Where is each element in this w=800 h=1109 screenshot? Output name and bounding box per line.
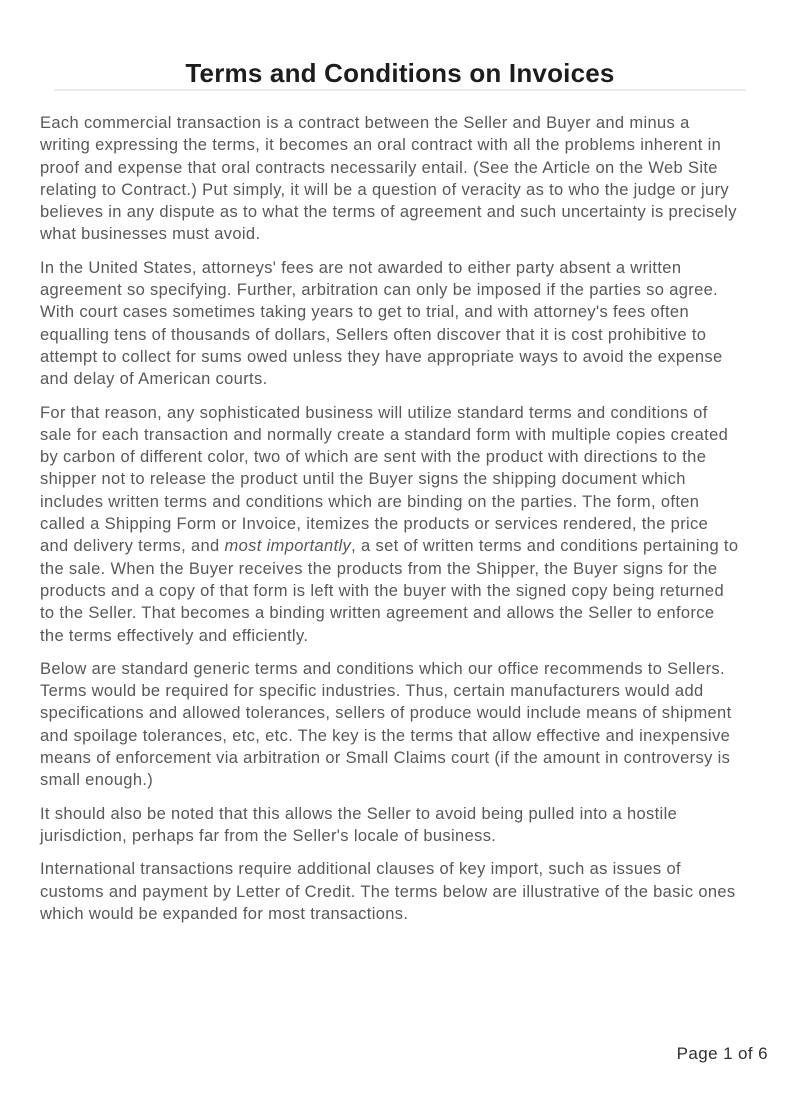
emphasis-text: most importantly: [224, 537, 352, 556]
paragraph-3: [40, 402, 740, 647]
paragraph-1: [40, 112, 740, 246]
paragraph-text: It should also be noted that this allows the Seller to avoid being pulled into a hostile jurisdiction, perhaps far from the Seller's locale of business.: [40, 804, 678, 845]
paragraph-2: [40, 257, 740, 391]
paragraph-text: Each commercial transaction is a contract between the Seller and Buyer and minus a writing expressing the terms, it becomes an oral contract with all the problems inherent in proof and expense that oral contracts necessarily entail. (See the Article on the Web Site relating to Contract.) Put simply, it will be a question of veracity as to who the judge or jury believes in any dispute as to what the terms of agreement and such uncertainty is precisely what businesses must avoid.: [40, 114, 737, 244]
page-title: Terms and Conditions on Invoices: [185, 58, 615, 89]
title-divider: [54, 89, 746, 91]
paragraph-text: , a set of written terms and conditions pertaining to the sale. When the Buyer receives the products from the Shipper, the Buyer signs for the products and a copy of that form is left with the buyer with the signed copy being returned to the Seller. That becomes a binding written agreement and allows the Seller to enforce the terms effectively and efficiently.: [40, 537, 739, 645]
paragraph-5: [40, 803, 740, 848]
page-number: Page 1 of 6: [676, 1044, 768, 1063]
paragraph-6: [40, 858, 740, 925]
paragraph-text: International transactions require additional clauses of key import, such as issues of customs and payment by Letter of Credit. The terms below are illustrative of the basic ones which would be expanded for most transactions.: [40, 860, 736, 923]
document-body: [40, 112, 740, 936]
paragraph-4: [40, 658, 740, 792]
paragraph-text: Below are standard generic terms and conditions which our office recommends to Sellers. Terms would be required for specific industries. Thus, certain manufacturers would add specifications and allowed tolerances, sellers of produce would include means of shipment and spoilage tolerances, etc, etc. The key is the terms that allow effective and inexpensive means of enforcement via arbitration or Small Claims court (if the amount in controversy is small enough.): [40, 659, 732, 790]
paragraph-text: In the United States, attorneys' fees are not awarded to either party absent a written agreement so specifying. Further, arbitration can only be imposed if the parties so agree. With court cases sometimes taking years to get to trial, and with attorney's fees often equalling tens of thousands of dollars, Sellers often discover that it is cost prohibitive to attempt to collect for sums owed unless they have appropriate ways to avoid the expense and delay of American courts.: [40, 258, 723, 389]
paragraph-text: For that reason, any sophisticated business will utilize standard terms and conditions of sale for each transaction and normally create a standard form with multiple copies created by carbon of different color, two of which are sent with the product with directions to the shipper not to release the product until the Buyer signs the shipping document which includes written terms and conditions which are binding on the parties. The form, often called a Shipping Form or Invoice, itemizes the products or services rendered, the price and delivery terms, and: [40, 403, 729, 556]
